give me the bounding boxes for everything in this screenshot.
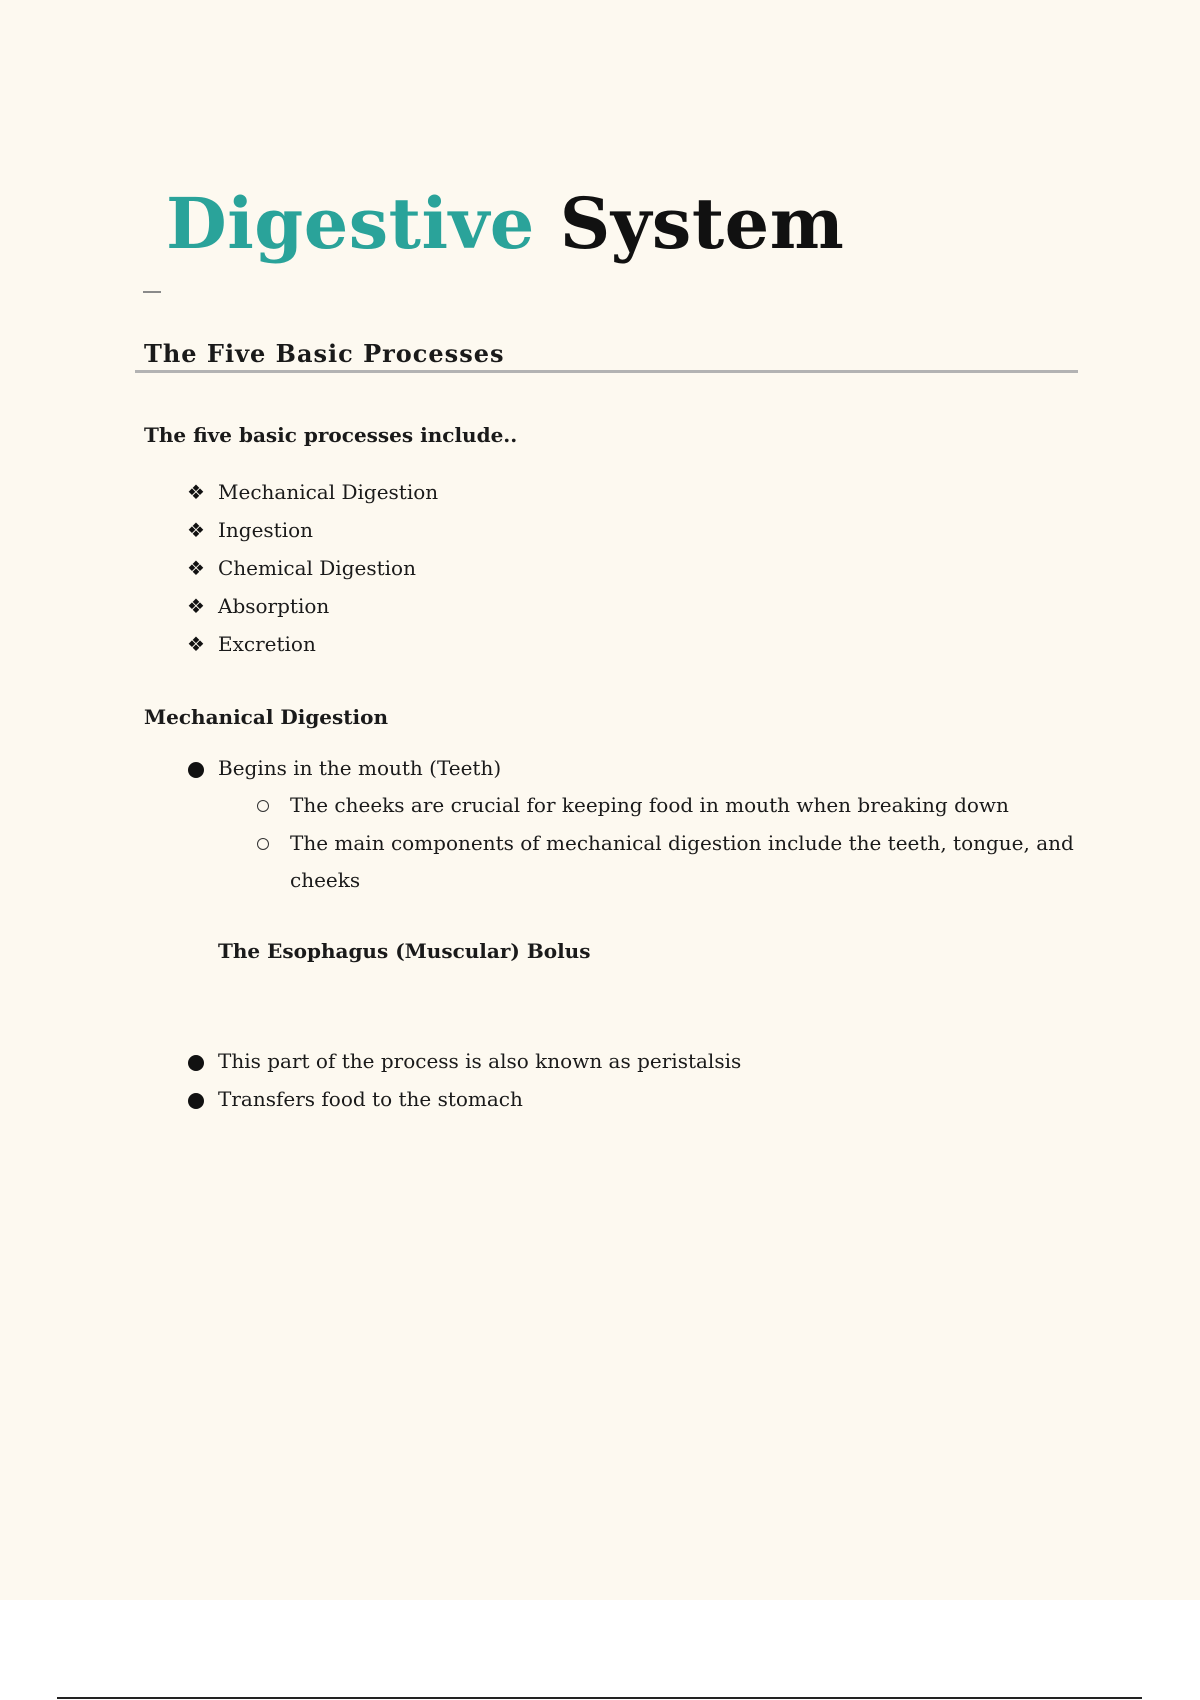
list-item-continuation: cheeks [290,868,361,892]
list-item-text: Excretion [218,632,316,656]
diamond-bullet-icon: ❖ [187,556,205,580]
list-item-text: The main components of mechanical digestion include the teeth, tongue, and [290,831,1074,855]
list-item-text: Begins in the mouth (Teeth) [218,756,502,780]
diamond-bullet-icon: ❖ [187,480,205,504]
filled-bullet-icon [188,1055,204,1071]
list-item-text: The cheeks are crucial for keeping food in mouth when breaking down [290,793,1009,817]
filled-bullet-icon [188,1093,204,1109]
section-divider [135,370,1078,373]
title-rest-word: System [559,182,845,265]
diamond-bullet-icon: ❖ [187,518,205,542]
hollow-bullet-icon [257,800,269,812]
document-title [166,176,844,272]
intro-text: The five basic processes include.. [144,423,518,447]
diamond-bullet-icon: ❖ [187,594,205,618]
list-item-text: Ingestion [218,518,314,542]
list-item-text: This part of the process is also known as peristalsis [218,1049,742,1073]
list-item-text: Absorption [218,594,330,618]
page-footer-rule [57,1697,1142,1699]
section-heading: The Five Basic Processes [144,339,505,368]
diamond-bullet-icon: ❖ [187,632,205,656]
hollow-bullet-icon [257,838,269,850]
list-item-text: Mechanical Digestion [218,480,439,504]
title-dash [143,291,161,293]
filled-bullet-icon [188,762,204,778]
mechanical-heading: Mechanical Digestion [144,705,389,729]
list-item-text: Chemical Digestion [218,556,416,580]
title-accent-word: Digestive [166,182,535,265]
esophagus-heading: The Esophagus (Muscular) Bolus [218,939,591,963]
list-item-text: Transfers food to the stomach [218,1087,523,1111]
